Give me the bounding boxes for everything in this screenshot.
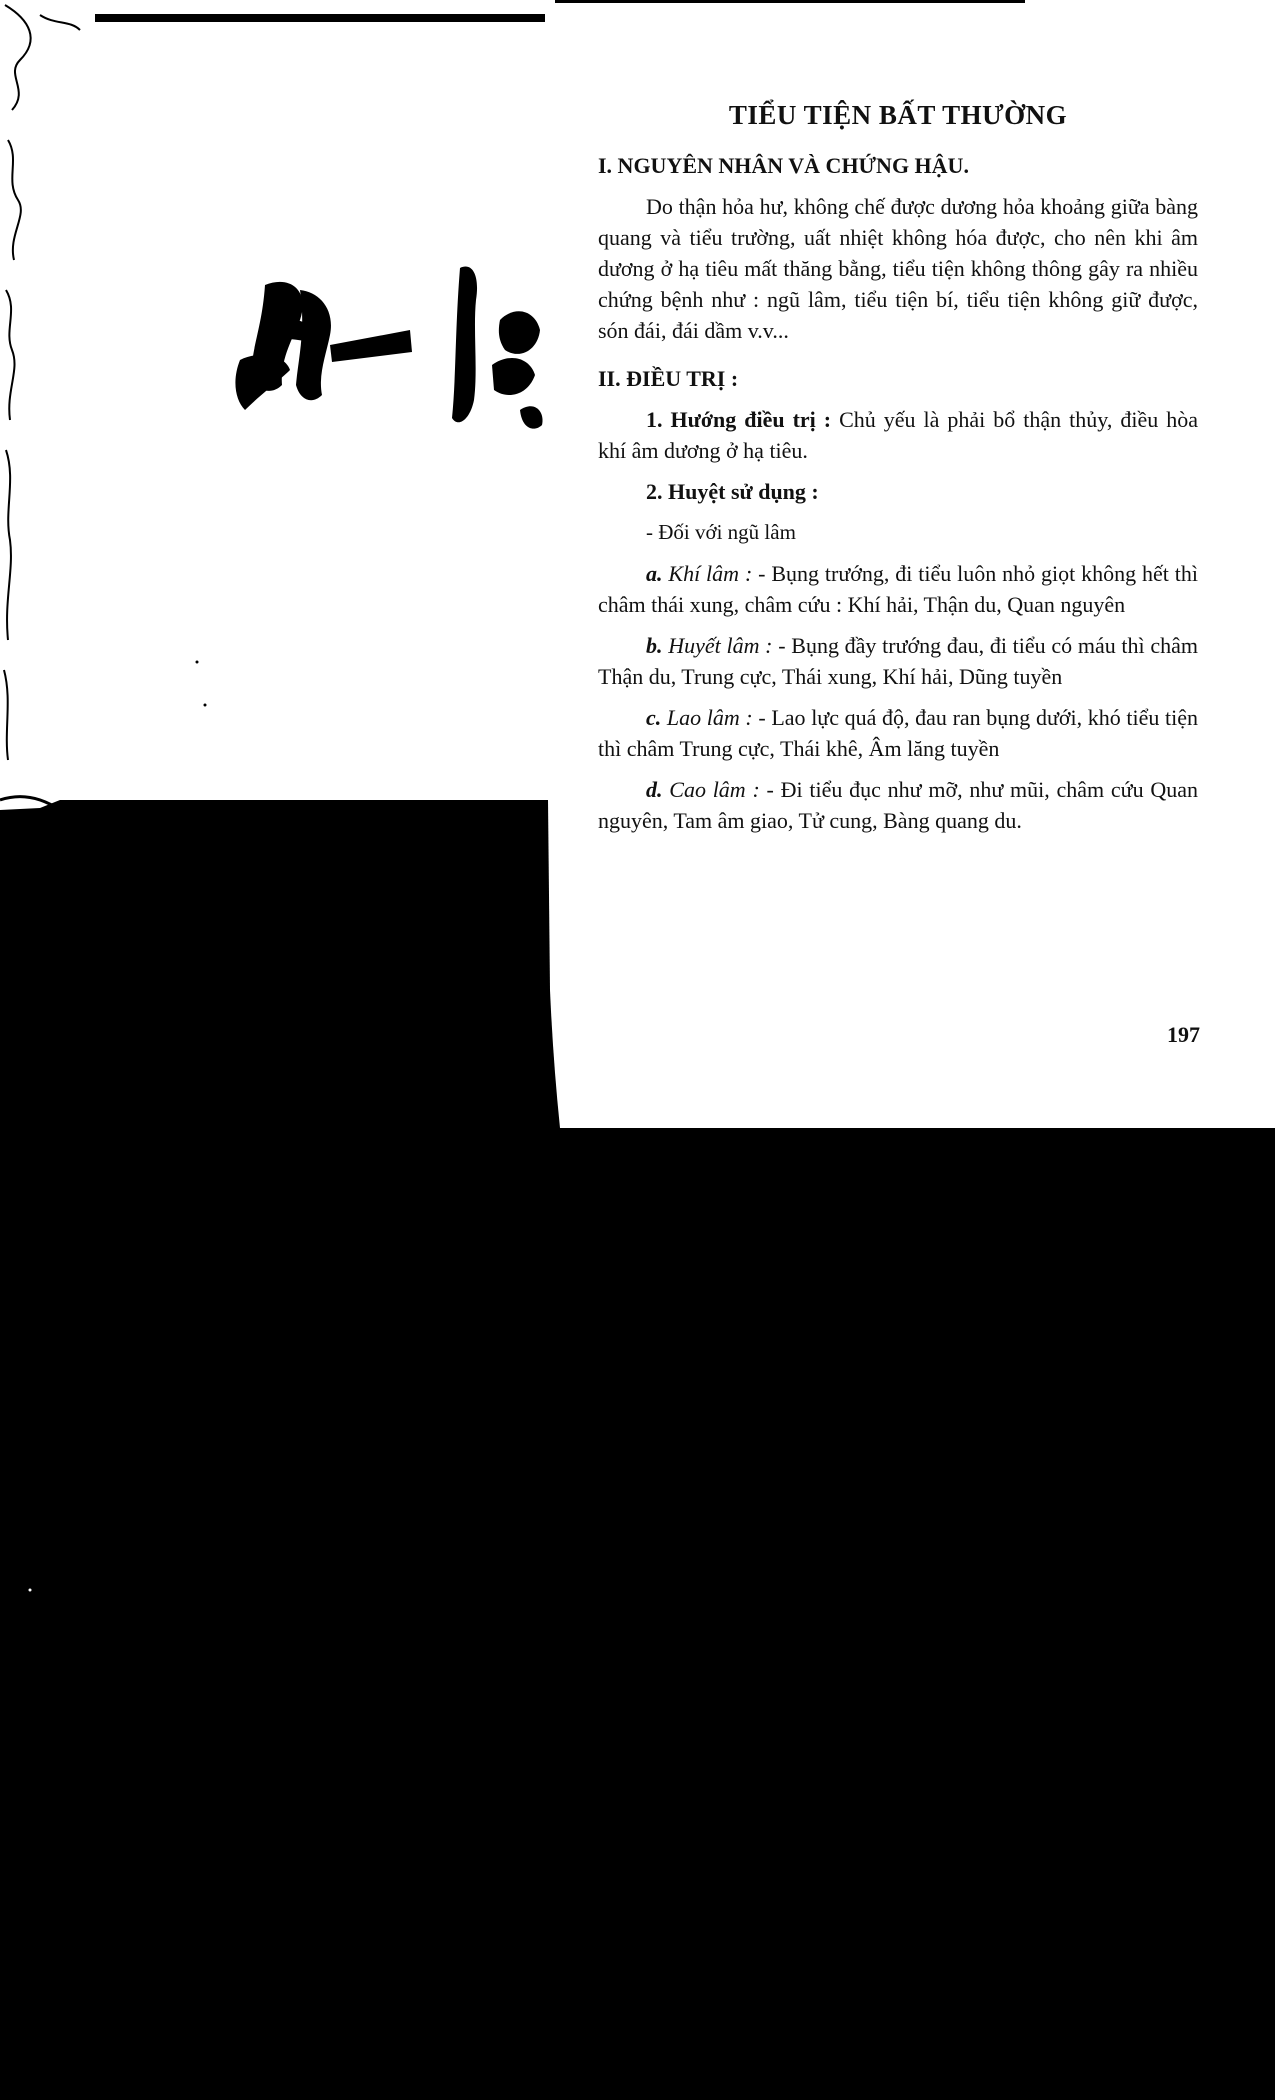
treatment-direction-label: 1. Hướng điều trị : [646, 407, 832, 432]
entry-text: - Bụng trướng, đi tiểu luôn nhỏ giọt không hết thì châm thái xung, châm cứu : Khí hải, Thận du, Quan nguyên [598, 561, 1198, 617]
treatment-direction [598, 404, 1198, 466]
entry-letter: c. [646, 705, 662, 730]
text-page-content [598, 100, 1198, 846]
entry-letter: d. [646, 777, 663, 802]
page-number: 197 [1167, 1022, 1200, 1047]
entry-name: Cao lâm : [669, 777, 760, 802]
acupoints-label: 2. Huyệt sử dụng : [646, 479, 819, 504]
section-heading-causes: I. NGUYÊN NHÂN VÀ CHỨNG HẬU. [598, 153, 969, 178]
entry-name: Lao lâm : [666, 705, 753, 730]
page-title: TIỂU TIỆN BẤT THƯỜNG [728, 100, 1068, 130]
entry-text: - Đi tiểu đục như mỡ, như mũi, châm cứu Quan nguyên, Tam âm giao, Tử cung, Bàng quang du. [598, 777, 1198, 833]
entry-lao-lam [598, 702, 1198, 764]
acupoints-heading [598, 476, 1198, 507]
entry-text: - Lao lực quá độ, đau ran bụng dưới, khó tiểu tiện thì châm Trung cực, Thái khê, Âm lăng tuyền [598, 705, 1198, 761]
five-lam-note: - Đối với ngũ lâm [646, 520, 796, 544]
treatment-direction-text: Chủ yếu là phải bổ thận thủy, điều hòa khí âm dương ở hạ tiêu. [598, 407, 1198, 463]
entry-cao-lam [598, 774, 1198, 836]
entry-name: Khí lâm : [668, 561, 753, 586]
entry-name: Huyết lâm : [668, 633, 773, 658]
entry-letter: b. [646, 633, 663, 658]
entry-letter: a. [646, 561, 663, 586]
entry-text: - Bụng đầy trướng đau, đi tiểu có máu thì châm Thận du, Trung cực, Thái xung, Khí hải, Dũng tuyền [598, 633, 1199, 689]
entry-khi-lam [598, 558, 1198, 620]
section-heading-treatment: II. ĐIỀU TRỊ : [598, 366, 739, 391]
entry-huyet-lam [598, 630, 1198, 692]
causes-paragraph: Do thận hỏa hư, không chế được dương hỏa khoảng giữa bàng quang và tiểu trường, uất nhiệt không hóa được, cho nên khi âm dương ở hạ tiêu mất thăng bằng, tiểu tiện không thông gây ra nhiều chứng bệnh như : ngũ lâm, tiểu tiện bí, tiểu tiện không giữ được, són đái, đái dầm v.v... [598, 194, 1198, 343]
